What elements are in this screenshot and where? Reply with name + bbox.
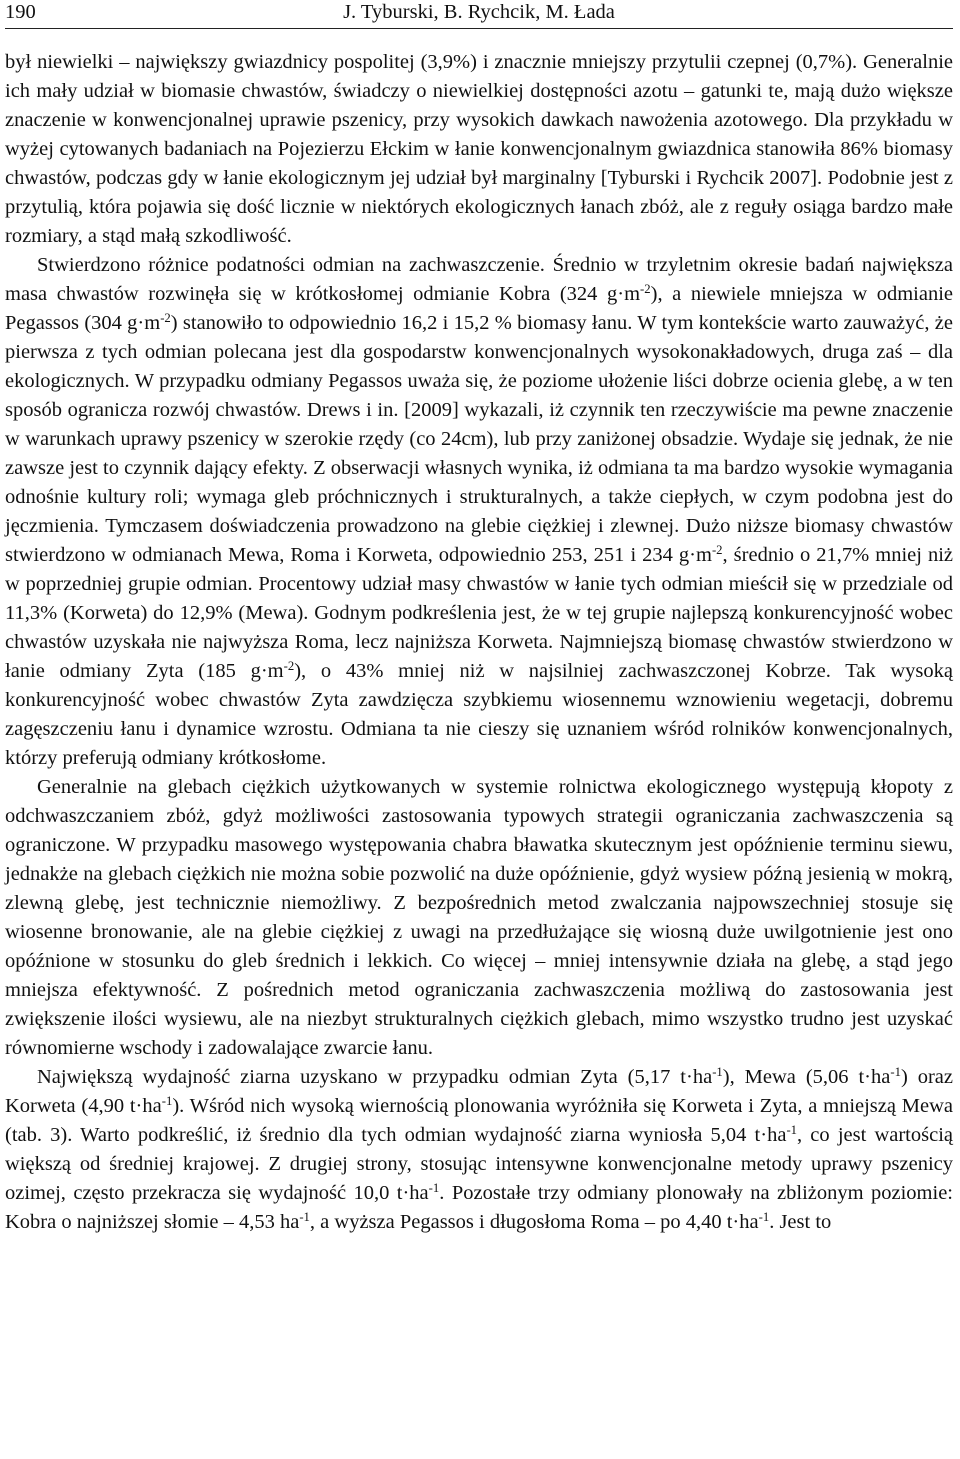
superscript-exponent: -1 xyxy=(299,1210,310,1225)
paragraph xyxy=(5,773,953,1063)
superscript-exponent: -1 xyxy=(758,1210,770,1225)
superscript-exponent: -1 xyxy=(712,1065,723,1080)
running-header-authors: J. Tyburski, B. Rychcik, M. Łada xyxy=(343,1,615,23)
page-number: 190 xyxy=(5,1,36,23)
text-run: ) stanowiło to odpowiednio 16,2 i 15,2 % biomasy łanu. W tym kontekście warto zauważyć, że pierwsza z tych odmian polecana jest dla gospodarstw konwencjonalnych wysokonakładowych, druga zaś – dla ekologicznych. W przypadku odmiany Pegassos uważa się, że poziome ułożenie liści dobrze ocienia glebę, a w ten sposób ogranicza rozwój chwastów. Drews i in. [2009] wykazali, iż czynnik ten rzeczywiście ma pewne znaczenie w warunkach uprawy pszenicy w szerokie rzędy (co 24cm), lub przy zaniżonej obsadzie. Wydaje się jednak, że nie zawsze jest to czynnik dający efekty. Z obserwacji własnych wynika, iż odmiana ta ma bardzo wysokie wymagania odnośnie kultury roli; wymaga gleb próchnicznych i strukturalnych, a także ciepłych, w czym podobna jest do jęczmienia. Tymczasem doświadczenia prowadzono na glebie ciężkiej i zlewnej. Dużo niższe biomasy chwastów stwierdzono w odmianach Mewa, Roma i Korweta, odpowiednio 253, 251 i 234 g·m xyxy=(5,312,953,566)
superscript-exponent: -2 xyxy=(283,659,295,674)
body-text xyxy=(5,48,953,1237)
text-run: Stwierdzono różnice podatności odmian na zachwaszczenie. Średnio w trzyletnim okresie badań największa masa chwastów rozwinęła się w krótkosłomej odmianie Kobra (324 g·m xyxy=(5,254,953,305)
page xyxy=(5,0,953,1237)
superscript-exponent: -2 xyxy=(640,282,651,297)
text-run: ), o 43% mniej niż w najsilniej zachwaszczonej Kobrze. Tak wysoką konkurencyjność wobec chwastów Zyta zawdzięcza szybkiemu wiosennemu wznowieniu wegetacji, dobremu zagęszczeniu łanu i dynamice wzrostu. Odmiana ta nie cieszy się uznaniem wśród rolników konwencjonalnych, którzy preferują odmiany krótkosłome. xyxy=(5,660,953,769)
superscript-exponent: -1 xyxy=(786,1123,798,1138)
running-header xyxy=(5,0,953,29)
text-run: , co jest wartością większą od średniej krajowej. Z drugiej strony, stosując intensywne konwencjonalne metody uprawy pszenicy ozimej, często przekracza się wydajność 10,0 t·ha xyxy=(5,1124,953,1204)
text-run: Generalnie na glebach ciężkich użytkowanych w systemie rolnictwa ekologicznego występują kłopoty z odchwaszczaniem zbóż, gdyż możliwości zastosowania typowych strategii ograniczania zachwaszczenia są ograniczone. W przypadku masowego występowania chabra bławatka skutecznym jest opóźnienie terminu siewu, jednakże na glebach ciężkich nie można sobie pozwolić na duże opóźnienie, gdyż wysiew późną jesienią w mokrą, zlewną glebę, jest technicznie niemożliwy. Z bezpośrednich metod zwalczania najpowszechniej stosuje się wiosenne bronowanie, ale na glebie ciężkiej z uwagi na przedłużające się wiosną duże uwilgotnienie jest ono opóźnione w stosunku do gleb średnich i lekkich. Co więcej – mniej intensywnie działa na glebę, a stąd jego mniejsza efektywność. Z pośrednich metod ograniczania zachwaszczenia możliwą do zastosowania jest zwiększenie ilości wysiewu, ale na niezbyt strukturalnych ciężkich glebach, mimo wszystko trudno jest uzyskać równomierne wschody i zadowalające zwarcie łanu. xyxy=(5,776,953,1059)
text-run: . Pozostałe trzy odmiany plonowały na zbliżonym poziomie: Kobra o najniższej słomie – 4,53 ha xyxy=(5,1182,953,1233)
text-run: ) oraz Korweta (4,90 t·ha xyxy=(5,1066,953,1117)
text-run: , a wyższa Pegassos i długosłoma Roma – po 4,40 t·ha xyxy=(309,1211,759,1233)
text-run: , średnio o 21,7% mniej niż w poprzedniej grupie odmian. Procentowy udział masy chwastów w łanie tych odmian mieścił się w przedziale od 11,3% (Korweta) do 12,9% (Mewa). Godnym podkreślenia jest, że w tej grupie najlepszą konkurencyjność wobec chwastów uzyskała nie najwyższa Roma, lecz najniższa Korweta. Najmniejszą biomasę chwastów stwierdzono w łanie odmiany Zyta (185 g·m xyxy=(5,544,953,682)
superscript-exponent: -2 xyxy=(160,311,171,326)
text-run: ), Mewa (5,06 t·ha xyxy=(722,1066,891,1088)
superscript-exponent: -1 xyxy=(890,1065,901,1080)
superscript-exponent: -1 xyxy=(161,1094,173,1109)
text-run: był niewielki – największy gwiazdnicy pospolitej (3,9%) i znacznie mniejszy przytulii czepnej (0,7%). Generalnie ich mały udział w biomasie chwastów, świadczy o niewielkiej dostępności azotu – gatunki te, mają dużo większe znaczenie w konwencjonalnej uprawie pszenicy, przy wysokich dawkach nawożenia azotowego. Dla przykładu w wyżej cytowanych badaniach na Pojezierzu Ełckim w łanie konwencjonalnym gwiazdnica stanowiła 86% biomasy chwastów, podczas gdy w łanie ekologicznym jej udział był marginalny [Tyburski i Rychcik 2007]. Podobnie jest z przytulią, która pojawia się dość licznie w niektórych ekologicznych łanach zbóż, ale z reguły osiąga bardzo małe rozmiary, a stąd małą szkodliwość. xyxy=(5,51,953,247)
paragraph xyxy=(5,48,953,251)
paragraph xyxy=(5,251,953,773)
superscript-exponent: -1 xyxy=(428,1181,440,1196)
text-run: . Jest to xyxy=(769,1211,832,1233)
text-run: ). Wśród nich wysoką wiernością plonowania wyróżniła się Korweta i Zyta, a mniejszą Mewa (tab. 3). Warto podkreślić, iż średnio dla tych odmian wydajność ziarna wyniosła 5,04 t·ha xyxy=(5,1095,953,1146)
paragraph xyxy=(5,1063,953,1237)
text-run: Największą wydajność ziarna uzyskano w przypadku odmian Zyta (5,17 t·ha xyxy=(37,1066,713,1088)
superscript-exponent: -2 xyxy=(711,543,723,558)
text-run: ), a niewiele mniejsza w odmianie Pegassos (304 g·m xyxy=(5,283,953,334)
